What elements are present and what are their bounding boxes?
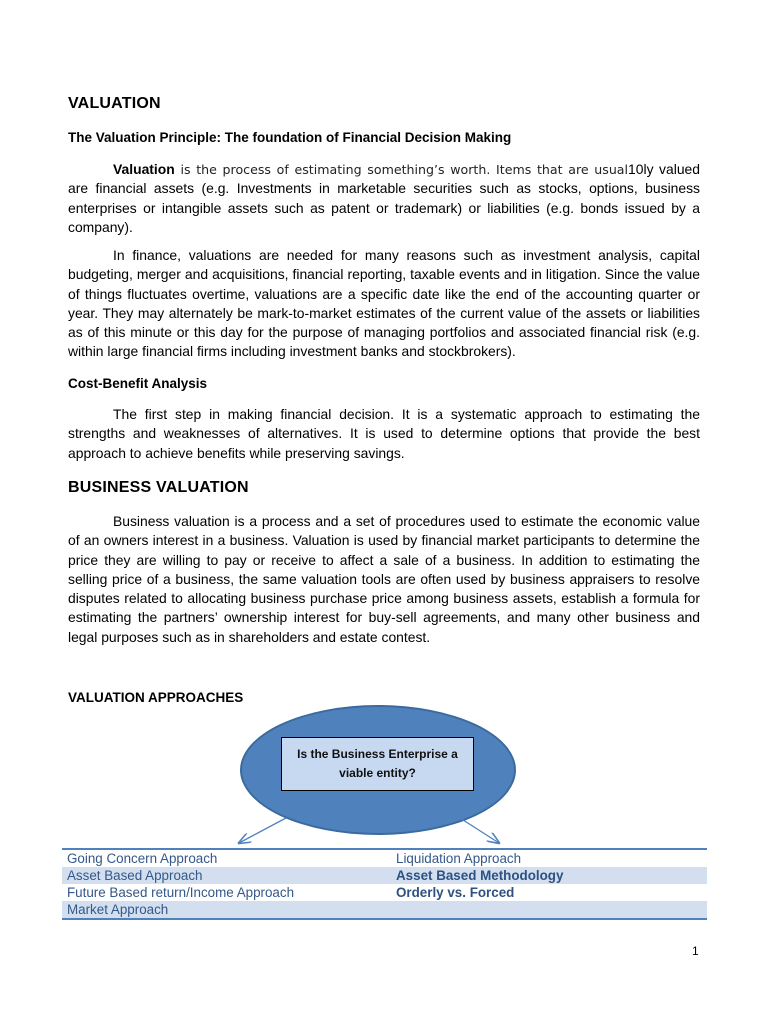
- valuation-approaches-title: VALUATION APPROACHES: [68, 690, 244, 705]
- valuation-definition-soft: is the process of estimating something’s worth. Items that are usual: [174, 162, 629, 177]
- valuation-principle-title: The Valuation Principle: The foundation of Financial Decision Making: [68, 130, 512, 145]
- orderly-forced-cell: Orderly vs. Forced: [396, 885, 515, 900]
- income-approach-cell: Future Based return/Income Approach: [67, 885, 295, 900]
- empty-cell: [396, 901, 707, 918]
- approaches-table: [62, 848, 707, 920]
- heading-business-valuation: BUSINESS VALUATION: [68, 479, 249, 496]
- valuation-definition-rest: 10ly valued are financial assets (e.g. Investments in marketable securities such as stocks, options, business enterprises or intangible assets such as patent or trademark) or liabilities (e.g. bonds issued by a company).: [68, 161, 700, 235]
- going-concern-cell: Going Concern Approach: [67, 851, 218, 866]
- heading-valuation: VALUATION: [68, 95, 161, 112]
- arrow-right: [460, 818, 499, 843]
- market-approach-cell: Market Approach: [67, 902, 169, 917]
- liquidation-cell: Liquidation Approach: [396, 851, 522, 866]
- cost-benefit-text: The first step in making financial decision. It is a systematic approach to estimating the strengths and weaknesses of alternatives. It is used to determine options that provide the best approach to achieve benefits while preserving savings.: [68, 406, 700, 461]
- business-valuation-text: Business valuation is a process and a set of procedures used to estimate the economic value of an owners interest in a business. Valuation is used by financial market participants to determine the price they are willing to pay or receive to affect a sale of a business. In addition to estimating the selling price of a business, the same valuation tools are often used by business appraisers to resolve disputes related to allocating business purchase price among business assets, establish a formula for estimating the partners’ ownership interest for buy-sell agreements, and many other business and legal purposes such as in shareholders and estate contest.: [68, 513, 700, 645]
- page-number: 1: [692, 944, 699, 958]
- table-row: [62, 850, 707, 867]
- table-row: [62, 901, 707, 918]
- table-row: [62, 867, 707, 884]
- asset-based-methodology-cell: Asset Based Methodology: [396, 868, 564, 883]
- cost-benefit-title: Cost-Benefit Analysis: [68, 376, 208, 391]
- asset-based-approach-cell: Asset Based Approach: [67, 868, 203, 883]
- valuation-lead-word: Valuation: [113, 161, 175, 177]
- question-line-1: Is the Business Enterprise a: [297, 747, 458, 761]
- question-line-2: viable entity?: [339, 766, 416, 780]
- table-row: [62, 884, 707, 901]
- finance-valuations-text: In finance, valuations are needed for many reasons such as investment analysis, capital budgeting, merger and acquisitions, financial reporting, taxable events and in litigation. Since the value of things fluctuates overtime, valuations are a specific date like the end of the accounting quarter or year. They may alternately be mark-to-market estimates of the current value of the assets or liabilities as of this minute or this day for the purpose of managing portfolios and associated financial risk (e.g. within large financial firms including investment banks and stockbrokers).: [68, 247, 700, 360]
- arrow-left: [239, 818, 286, 843]
